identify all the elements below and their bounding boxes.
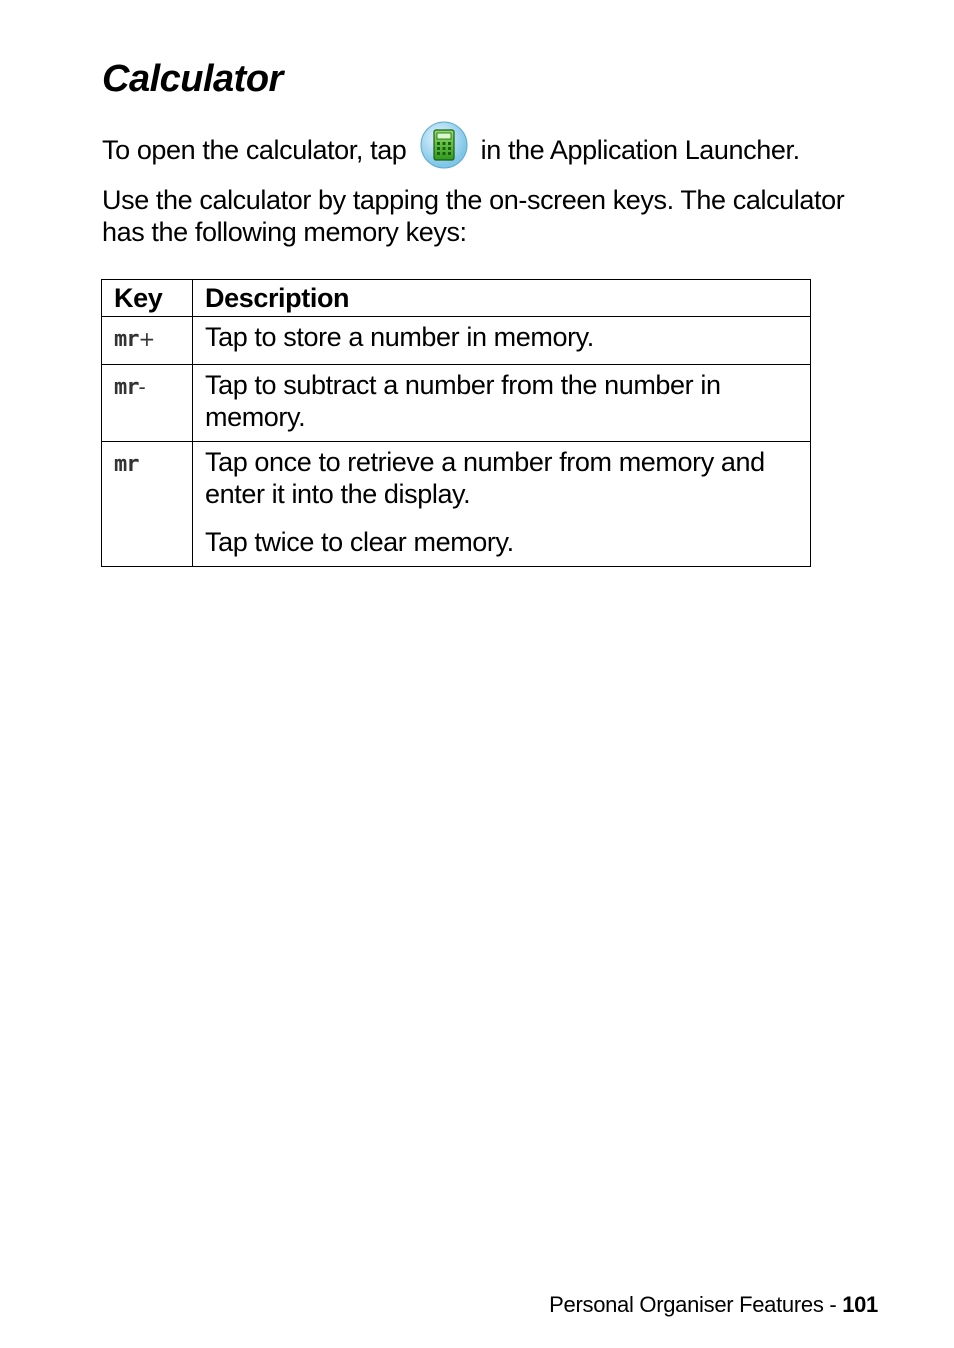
footer-section-name: Personal Organiser Features - [549,1292,843,1317]
key-cell [102,442,193,567]
description-cell [193,442,811,567]
memory-keys-table [101,279,811,567]
description-text: Tap to subtract a number from the number in memory. [205,370,721,432]
intro-paragraph [102,133,862,171]
header-description: Description [193,280,811,317]
description-cell [193,317,811,365]
memory-recall-key-icon: mr [114,327,139,352]
table-row [102,442,811,567]
calculator-app-icon [420,121,468,169]
key-cell [102,365,193,442]
description-extra-text: Tap twice to clear memory. [205,527,514,557]
page-footer [549,1292,878,1318]
description-text: Tap once to retrieve a number from memory and enter it into the display. [205,447,765,509]
table-row [102,365,811,442]
intro-text-after: in the Application Launcher. [480,135,800,166]
header-key: Key [102,280,193,317]
table-row [102,317,811,365]
memory-recall-key-icon: mr [114,375,139,400]
memory-recall-key-icon: mr [114,452,139,477]
description-text: Tap to store a number in memory. [205,322,594,352]
key-cell [102,317,193,365]
description-cell [193,365,811,442]
key-suffix: + [138,327,155,351]
page-title: Calculator [102,58,283,100]
key-suffix: - [138,375,146,399]
table-header-row [102,280,811,317]
page-number: 101 [842,1292,878,1317]
intro-text-before: To open the calculator, tap [102,135,407,166]
usage-paragraph: Use the calculator by tapping the on-screen keys. The calculator has the following memory keys: [102,185,845,247]
